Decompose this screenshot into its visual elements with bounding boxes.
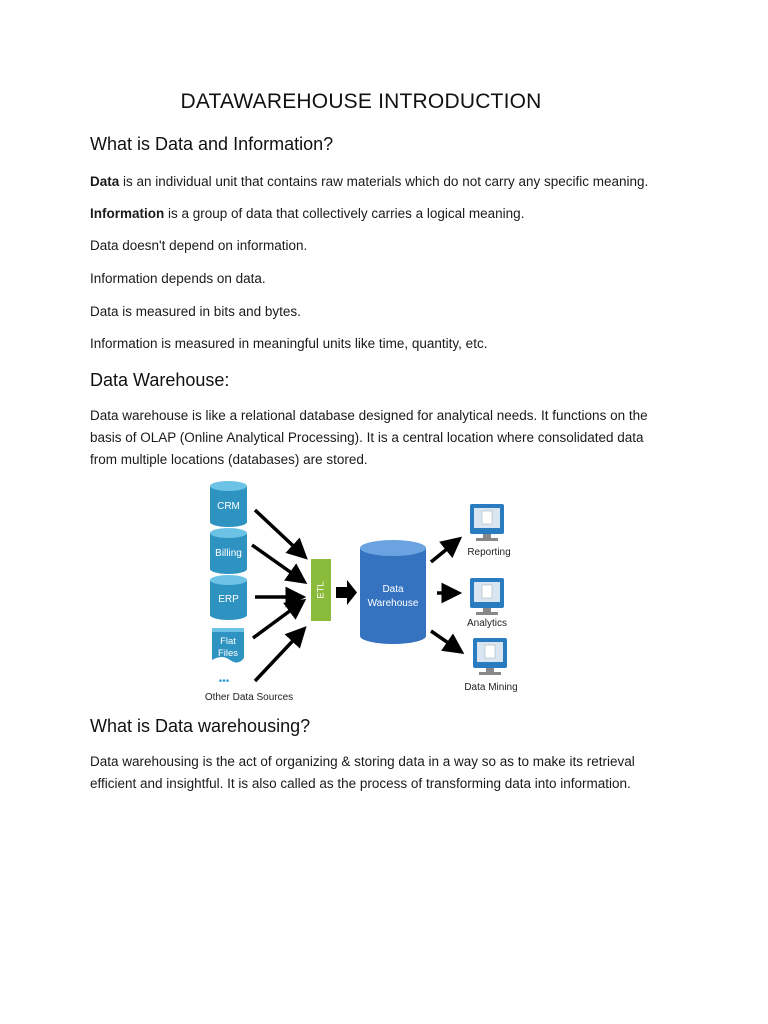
reporting-monitor-icon — [470, 504, 504, 541]
term-information: Information — [90, 206, 165, 221]
paragraph-data-warehouse-definition — [90, 405, 710, 471]
other-sources-dots: ••• — [218, 676, 230, 687]
section-heading-data-warehousing: What is Data warehousing? — [90, 716, 311, 736]
paragraph-information-definition — [90, 203, 680, 225]
analytics-monitor-icon — [470, 578, 504, 615]
term-data: Data — [90, 174, 120, 189]
flat-files-label-2: Files — [217, 648, 239, 659]
paragraph-data-definition — [90, 171, 680, 193]
dw-line-3: from multiple locations (databases) are stored. — [90, 452, 368, 467]
other-sources-label: Other Data Sources — [204, 692, 294, 703]
source-billing-cylinder — [210, 528, 247, 574]
paragraph-data-independence: Data doesn't depend on information. — [90, 238, 308, 253]
data-warehouse-diagram — [195, 478, 535, 710]
dw-line-1: Data warehouse is like a relational database designed for analytical needs. It functions on the — [90, 408, 648, 423]
source-arrows — [252, 510, 304, 681]
section-heading-data-warehouse: Data Warehouse: — [90, 370, 230, 390]
source-billing-label: Billing — [215, 548, 242, 559]
document-title: DATAWAREHOUSE INTRODUCTION — [180, 90, 542, 113]
data-mining-monitor-icon — [473, 638, 507, 675]
etl-label: ETL — [315, 581, 327, 599]
paragraph-data-warehousing-definition — [90, 751, 710, 795]
dwh-line-2: efficient and insightful. It is also called as the process of transforming data into information. — [90, 776, 631, 791]
source-erp-cylinder — [210, 575, 247, 620]
warehouse-label-1: Data — [382, 584, 404, 595]
output-data-mining-label: Data Mining — [464, 682, 518, 693]
source-crm-label: CRM — [217, 501, 240, 512]
etl-to-warehouse-arrow — [336, 580, 357, 605]
source-crm-cylinder — [210, 481, 247, 527]
paragraph-information-measure: Information is measured in meaningful units like time, quantity, etc. — [90, 336, 488, 351]
output-arrows — [431, 540, 460, 651]
section-heading-data-information: What is Data and Information? — [90, 134, 334, 154]
data-warehouse-cylinder — [360, 540, 426, 644]
dw-line-2: basis of OLAP (Online Analytical Processing). It is a central location where consolidated data — [90, 430, 644, 445]
dwh-line-1: Data warehousing is the act of organizing & storing data in a way so as to make its retrieval — [90, 754, 635, 769]
data-definition-text: is an individual unit that contains raw materials which do not carry any specific meaning. — [119, 174, 649, 189]
etl-box — [311, 559, 331, 621]
output-reporting-label: Reporting — [467, 547, 511, 558]
paragraph-information-dependence: Information depends on data. — [90, 271, 266, 286]
information-definition-text: is a group of data that collectively carries a logical meaning. — [164, 206, 525, 221]
warehouse-label-2: Warehouse — [367, 598, 419, 609]
flat-files-scroll — [212, 628, 244, 663]
flat-files-label-1: Flat — [220, 636, 236, 647]
source-erp-label: ERP — [218, 594, 239, 605]
output-analytics-label: Analytics — [466, 618, 508, 629]
paragraph-data-measure: Data is measured in bits and bytes. — [90, 304, 301, 319]
